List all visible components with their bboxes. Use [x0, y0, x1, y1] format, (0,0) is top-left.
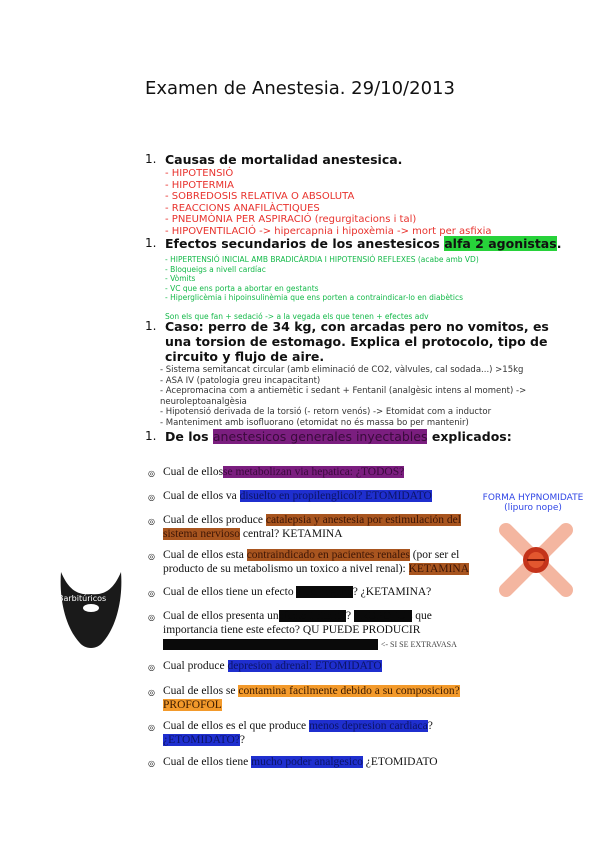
bullet-icon: ◎ — [148, 663, 155, 672]
question-text: Cual de ellos presenta un — [163, 610, 279, 622]
question-text: ? — [345, 610, 352, 622]
highlight-alfa2: alfa 2 agonistas — [444, 236, 557, 251]
question-text: Cual de ellos tiene — [163, 756, 249, 768]
bullet-icon: ◎ — [148, 469, 155, 478]
list-item: - ASA IV (patologia greu incapacitant) — [160, 375, 321, 386]
highlight: sistema nervioso — [163, 528, 240, 540]
list-item: - HIPOVENTILACIÓ -> hipercapnia i hipoxèmia -> mort per asfixia — [165, 225, 492, 237]
section-2-heading — [145, 236, 585, 251]
bullet-icon: ◎ — [148, 517, 155, 526]
redacted-text: efecto irritante — [278, 610, 346, 622]
highlight: ¿ETOMIDATO? — [163, 734, 240, 746]
highlight: PROFOFOL — [163, 699, 222, 711]
section-3-number: 1. — [145, 319, 157, 333]
question-text: ? ¿KETAMINA? — [352, 586, 432, 598]
question-text: Cual de ellos — [163, 466, 224, 478]
section-2 — [145, 236, 585, 321]
question-4 — [148, 548, 488, 576]
bullet-icon: ◎ — [148, 723, 155, 732]
heading-line: circuito y flujo de aire. — [165, 349, 325, 364]
list-item: - HIPERTENSIÓ INICIAL AMB BRADICÀRDIA I HIPOTENSIÓ REFLEXES (acabe amb VD) — [165, 255, 479, 264]
list-item: - Hipotensió derivada de la torsió (- retorn venós) -> Etomidat com a inductor — [160, 407, 492, 417]
section-4-heading — [145, 429, 585, 444]
question-text: Cual de ellos va — [163, 490, 237, 502]
question-6 — [148, 609, 588, 652]
highlight: mucho poder analgesico — [251, 756, 363, 768]
heading-post: explicados: — [431, 429, 512, 444]
list-item: - HIPOTERMIA — [165, 179, 234, 191]
highlight: contamina facilmente debido a su composicion? — [238, 685, 460, 697]
bullet-icon: ◎ — [148, 552, 155, 561]
highlight-anestesicos: anestesicos generales inyectables — [212, 429, 428, 444]
heading-line: una torsion de estomago. Explica el protocolo, tipo de — [165, 334, 548, 349]
question-text: (por ser el — [412, 549, 460, 561]
question-text: Cual de ellos tiene un efecto — [163, 586, 294, 598]
question-text: ¿ETOMIDATO — [365, 756, 438, 768]
question-text: ? — [427, 720, 433, 732]
list-item: - REACCIONS ANAFILÀCTIQUES — [165, 202, 320, 214]
highlight: se metabolizan via hepatica: ¿TODOS? — [223, 466, 405, 478]
beard-logo-icon — [55, 568, 127, 656]
question-note: <- SI SE EXTRAVASA — [380, 640, 457, 649]
highlight: contraindicado en pacientes renales — [246, 549, 410, 561]
question-text: Cual de ellos es el que produce — [163, 720, 307, 732]
question-text: importancia tiene este efecto? QU PUEDE PRODUCIR — [163, 624, 421, 636]
bullet-icon: ◎ — [148, 759, 155, 768]
question-text: Cual de ellos produce — [163, 514, 263, 526]
question-text: Cual de ellos se — [163, 685, 236, 697]
heading-pre: De los — [165, 429, 209, 444]
question-10 — [148, 755, 588, 769]
side-note — [468, 493, 598, 513]
highlight: KETAMINA — [408, 563, 469, 575]
question-text: Cual de ellos esta — [163, 549, 244, 561]
section-1-heading-text: Causas de mortalidad anestesica. — [165, 152, 403, 167]
bullet-icon: ◎ — [148, 493, 155, 502]
section-2-note: Son els que fan + sedació -> a la vegada els que tenen + efectes adv — [165, 311, 429, 321]
list-item: - Hiperglicèmia i hipoinsulinèmia que ens porten a contraindicar-lo en diabètics — [165, 293, 463, 302]
highlight: menos depresion cardiaca — [308, 720, 428, 732]
highlight: depresion adrenal: ETOMIDATO — [227, 660, 382, 672]
bullet-icon: ◎ — [148, 589, 155, 598]
highlight: disuelto en propilenglicol? ETOMIDATO — [239, 490, 432, 502]
question-7 — [148, 659, 588, 673]
question-3 — [148, 513, 488, 541]
highlight: catalepsia y anestesia por estimulación del — [265, 514, 461, 526]
list-item: - Vòmits — [165, 274, 196, 283]
question-text: que — [415, 610, 432, 622]
list-item: - PNEUMÒNIA PER ASPIRACIÓ (regurgitacions i tal) — [165, 214, 417, 225]
list-item: - VC que ens porta a abortar en gestants — [165, 283, 319, 293]
list-item: - Bloqueigs a nivell cardíac — [165, 264, 266, 274]
section-1 — [145, 152, 565, 237]
list-item: - Manteniment amb isofluorano (etomidat no és massa bo per mantenir) — [160, 417, 469, 428]
bullet-icon: ◎ — [148, 688, 155, 697]
side-note-line1: FORMA HYPNOMIDATE — [482, 493, 584, 503]
section-2-number: 1. — [145, 236, 157, 250]
redacted-block — [163, 639, 378, 650]
question-text: central? KETAMINA — [242, 528, 343, 540]
section-3-heading — [145, 319, 585, 364]
heading-end: . — [556, 236, 562, 251]
list-item: - SOBREDOSIS RELATIVA O ABSOLUTA — [165, 191, 355, 202]
question-1 — [148, 465, 588, 479]
section-4-number: 1. — [145, 429, 157, 443]
question-text: ? — [239, 734, 245, 746]
section-2-heading-text: Efectos secundarios de los anestesicos — [165, 236, 440, 251]
page-title: Examen de Anestesia. 29/10/2013 — [145, 78, 455, 99]
list-item: - Acepromacina com a antiemètic i sedant + Fentanil (analgèsic intens al moment) -> — [160, 386, 527, 396]
question-5 — [148, 585, 588, 599]
question-9 — [148, 719, 588, 747]
section-3 — [145, 319, 585, 428]
question-text: producto de su metabolismo un toxico a nivel renal): — [163, 563, 406, 575]
section-1-heading — [145, 152, 565, 167]
list-item: neuroleptoanalgèsia — [160, 396, 247, 407]
section-1-number: 1. — [145, 152, 157, 166]
logo-text: Barbitúricos — [58, 594, 107, 603]
list-item: - HIPOTENSIÓ — [165, 168, 234, 179]
side-note-line2: (lipuro nope) — [504, 503, 562, 513]
question-text: Cual produce — [163, 660, 225, 672]
bullet-icon: ◎ — [148, 613, 155, 622]
redacted-text: PROPOFOL — [353, 610, 413, 622]
list-item: - Sistema semitancat circular (amb eliminació de CO2, vàlvules, cal sodada...) >15kg — [160, 365, 524, 375]
question-8 — [148, 684, 588, 712]
redacted-text: alucinogeno — [296, 586, 353, 598]
heading-line: Caso: perro de 34 kg, con arcadas pero no vomitos, es — [165, 319, 549, 334]
